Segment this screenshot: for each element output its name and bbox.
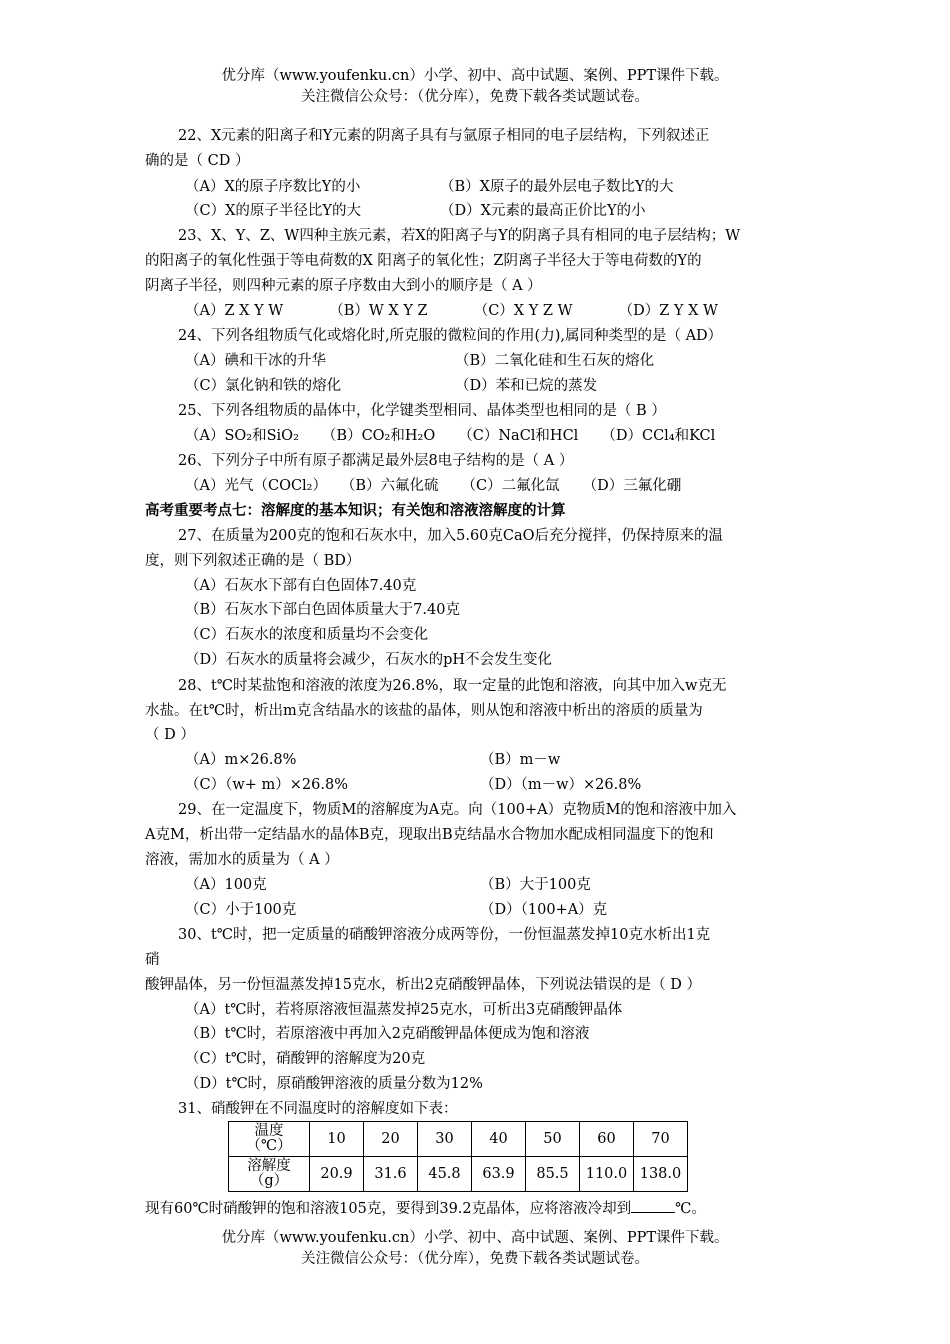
q22-option-a: （A）X的原子序数比Y的小 [185,179,361,195]
q23-stem-2: 的阳离子的氧化性强于等电荷数的X 阳离子的氧化性；Z阴离子半径大于等电荷数的Y的 [145,253,702,269]
q29-option-b: （B）大于100克 [480,877,591,893]
q27-stem-2: 度，则下列叙述正确的是（ BD） [145,553,361,569]
q26-stem: 26、下列分子中所有原子都满足最外层8电子结构的是（ A ） [178,453,574,469]
q30-option-b: （B）t℃时，若原溶液中再加入2克硝酸钾晶体便成为饱和溶液 [185,1026,590,1042]
q31-question-unit: ℃。 [675,1201,706,1217]
footer-line-1: 优分库（www.youfenku.cn）小学、初中、高中试题、案例、PPT课件下载。 [221,1230,729,1246]
q27-option-b: （B）石灰水下部白色固体质量大于7.40克 [185,602,460,618]
table-cell: 20 [364,1122,418,1157]
q30-option-c: （C）t℃时，硝酸钾的溶解度为20克 [185,1051,426,1067]
temperature-unit: （℃） [246,1138,292,1154]
solubility-unit: （g） [249,1173,289,1189]
solubility-table [228,1121,688,1192]
q26-options: （A）光气（COCl₂） （B）六氟化硫 （C）二氟化氙 （D）三氟化硼 [185,478,682,494]
answer-blank [631,1198,675,1213]
q30-option-a: （A）t℃时，若将原溶液恒温蒸发掉25克水，可析出3克硝酸钾晶体 [185,1002,623,1018]
q30-option-d: （D）t℃时，原硝酸钾溶液的质量分数为12% [185,1076,483,1092]
q30-stem-1: 30、t℃时，把一定质量的硝酸钾溶液分成两等份，一份恒温蒸发掉10克水析出1克 [178,927,711,943]
q29-stem-1: 29、在一定温度下，物质M的溶解度为A克。向（100+A）克物质M的饱和溶液中加入 [178,802,737,818]
table-cell: 85.5 [526,1157,580,1192]
q30-stem-2: 硝 [145,952,160,968]
table-cell: 45.8 [418,1157,472,1192]
table-cell: 110.0 [580,1157,634,1192]
q22-option-b: （B）X原子的最外层电子数比Y的大 [440,179,674,195]
table-cell: 50 [526,1122,580,1157]
q27-option-d: （D）石灰水的质量将会减少，石灰水的pH不会发生变化 [185,652,553,668]
q29-stem-2: A克M，析出带一定结晶水的晶体B克，现取出B克结晶水合物加水配成相同温度下的饱和 [145,827,714,843]
header-line-2: 关注微信公众号：（优分库），免费下载各类试题试卷。 [301,89,649,105]
table-row-temperature [229,1122,688,1157]
q29-option-d: （D）（100+A）克 [480,902,608,918]
page-header [0,66,950,108]
q31-stem: 31、硝酸钾在不同温度时的溶解度如下表： [178,1101,458,1117]
table-cell: 70 [634,1122,688,1157]
q22-option-d: （D）X元素的最高正价比Y的小 [440,203,646,219]
table-header-solubility [229,1157,310,1192]
q31-question-line [145,1198,706,1219]
q23-stem-3: 阴离子半径，则四种元素的原子序数由大到小的顺序是（ A ） [145,278,542,294]
q28-stem-2: 水盐。在t℃时，析出m克含结晶水的该盐的晶体，则从饱和溶液中析出的溶质的质量为 [145,703,703,719]
q28-option-d: （D）（m－w）×26.8% [480,777,642,793]
q28-option-b: （B）m－w [480,752,561,768]
temperature-label: 温度 [254,1123,284,1139]
q24-option-b: （B）二氧化硅和生石灰的熔化 [455,353,655,369]
q27-stem-1: 27、在质量为200克的饱和石灰水中，加入5.60克CaO后充分搅拌，仍保持原来的温 [178,528,724,544]
q25-options: （A）SO₂和SiO₂ （B）CO₂和H₂O （C）NaCl和HCl （D）CCl₄和KCl [185,428,716,444]
header-line-1: 优分库（www.youfenku.cn）小学、初中、高中试题、案例、PPT课件下载。 [221,68,729,84]
table-cell: 60 [580,1122,634,1157]
table-cell: 63.9 [472,1157,526,1192]
q24-stem: 24、下列各组物质气化或熔化时,所克服的微粒间的作用(力),属同种类型的是（ AD） [178,328,723,344]
page-footer [0,1228,950,1270]
q23-options: （A）Z X Y W （B）W X Y Z （C）X Y Z W （D）Z Y X W [185,303,718,319]
q29-option-c: （C）小于100克 [185,902,297,918]
table-cell: 40 [472,1122,526,1157]
table-cell: 30 [418,1122,472,1157]
q31-question-text: 现有60℃时硝酸钾的饱和溶液105克，要得到39.2克晶体，应将溶液冷却到 [145,1201,632,1217]
table-cell: 138.0 [634,1157,688,1192]
table-row-solubility [229,1157,688,1192]
q29-option-a: （A）100克 [185,877,267,893]
q28-option-a: （A）m×26.8% [185,752,297,768]
q24-option-d: （D）苯和已烷的蒸发 [455,378,598,394]
table-header-temperature [229,1122,310,1157]
footer-line-2: 关注微信公众号：（优分库），免费下载各类试题试卷。 [301,1251,649,1267]
q28-option-c: （C）（w+ m）×26.8% [185,777,348,793]
q23-stem-1: 23、X、Y、Z、W四种主族元素，若X的阳离子与Y的阴离子具有相同的电子层结构；W [178,228,741,244]
q22-option-c: （C）X的原子半径比Y的大 [185,203,361,219]
q22-stem-2: 确的是（ CD ） [145,153,250,169]
q27-option-a: （A）石灰水下部有白色固体7.40克 [185,578,417,594]
solubility-label: 溶解度 [247,1158,291,1174]
q30-stem-3: 酸钾晶体，另一份恒温蒸发掉15克水，析出2克硝酸钾晶体，下列说法错误的是（ D ） [145,977,702,993]
q28-stem-1: 28、t℃时某盐饱和溶液的浓度为26.8%，取一定量的此饱和溶液，向其中加入w克无 [178,678,727,694]
table-cell: 31.6 [364,1157,418,1192]
table-cell: 20.9 [310,1157,364,1192]
q28-stem-3: （ D ） [145,727,195,743]
section-heading: 高考重要考点七：溶解度的基本知识；有关饱和溶液溶解度的计算 [145,503,566,519]
q29-stem-3: 溶液，需加水的质量为（ A ） [145,852,339,868]
table-cell: 10 [310,1122,364,1157]
q24-option-a: （A）碘和干冰的升华 [185,353,326,369]
q24-option-c: （C）氯化钠和铁的熔化 [185,378,342,394]
q25-stem: 25、下列各组物质的晶体中，化学键类型相同、晶体类型也相同的是（ B ） [178,403,666,419]
q27-option-c: （C）石灰水的浓度和质量均不会变化 [185,627,429,643]
q22-stem-1: 22、X元素的阳离子和Y元素的阴离子具有与氩原子相同的电子层结构，下列叙述正 [178,128,710,144]
